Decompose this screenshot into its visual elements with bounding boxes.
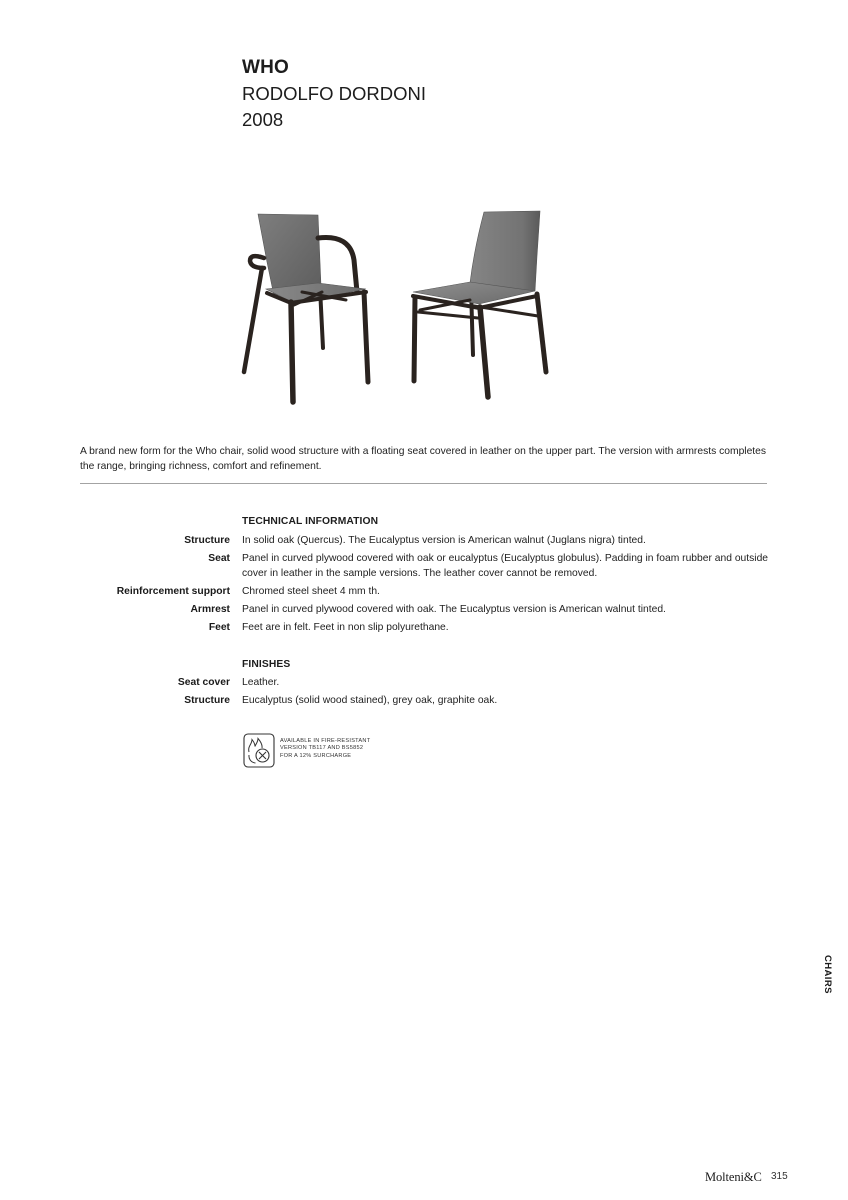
spec-label: Seat: [208, 552, 230, 564]
finish-row: [80, 693, 772, 708]
armchair-image: [244, 214, 368, 402]
finish-value: Eucalyptus (solid wood stained), grey oak, graphite oak.: [242, 694, 498, 706]
fire-notice-line: FOR A 12% SURCHARGE: [280, 752, 352, 759]
section-divider: [80, 483, 767, 484]
chair-back-right-leg: [537, 294, 546, 372]
spec-value: Feet are in felt. Feet in non slip polyurethane.: [242, 621, 449, 633]
product-description: A brand new form for the Who chair, solid wood structure with a floating seat covered in leather on the upper part. The version with armrests completes the range, bringing richness, comfort and refinement.: [80, 445, 767, 472]
armchair-back-left-leg: [244, 268, 262, 372]
finish-label: Structure: [184, 694, 230, 706]
fire-notice-line: VERSION TB117 AND BS5852: [280, 745, 364, 752]
spec-row: [80, 533, 772, 548]
page-number: 315: [771, 1171, 788, 1182]
spec-row: [80, 620, 772, 635]
armchair-left-armrest: [250, 256, 264, 268]
spec-label: Feet: [208, 621, 230, 633]
title-block: [242, 55, 426, 133]
section-side-tab: CHAIRS: [822, 955, 833, 994]
finish-label: Seat cover: [177, 676, 230, 688]
fire-resistant-icon: [243, 733, 275, 768]
spec-row: [80, 551, 772, 581]
side-chair-image: [413, 211, 546, 397]
spec-label: Reinforcement support: [116, 585, 230, 597]
spec-value: Chromed steel sheet 4 mm th.: [242, 585, 380, 597]
brand-logo: Molteni&C: [705, 1170, 762, 1184]
technical-info-heading: TECHNICAL INFORMATION: [242, 515, 379, 527]
spec-value: Panel in curved plywood covered with oak or eucalyptus (Eucalyptus globulus). Padding in foam rubber and outside cover in leather in the sample versions. The leather cover cannot be removed.: [242, 552, 769, 579]
finishes-heading: FINISHES: [242, 658, 291, 670]
spec-row: [80, 602, 772, 617]
finish-row: [80, 675, 772, 690]
spec-label: Structure: [184, 534, 230, 546]
product-photo: [230, 195, 590, 415]
designer-name: RODOLFO DORDONI: [242, 83, 426, 104]
armchair-front-right-leg: [364, 292, 368, 382]
spec-row: [80, 584, 772, 599]
armchair-front-left-leg: [291, 302, 293, 402]
spec-label: Armrest: [190, 603, 230, 615]
spec-value: Panel in curved plywood covered with oak. The Eucalyptus version is American walnut tinted.: [242, 603, 666, 615]
product-title: WHO: [242, 57, 290, 78]
chair-front-right-leg: [480, 307, 488, 397]
technical-info-table: [80, 533, 772, 638]
fire-resistant-notice: [280, 738, 370, 760]
finishes-table: [80, 675, 772, 711]
chair-backrest: [470, 211, 540, 291]
spec-value: In solid oak (Quercus). The Eucalyptus version is American walnut (Juglans nigra) tinted.: [242, 534, 646, 546]
fire-notice-line: AVAILABLE IN FIRE-RESISTANT: [280, 738, 371, 744]
chair-front-left-leg: [414, 297, 415, 381]
finish-value: Leather.: [242, 676, 280, 688]
design-year: 2008: [242, 109, 284, 130]
